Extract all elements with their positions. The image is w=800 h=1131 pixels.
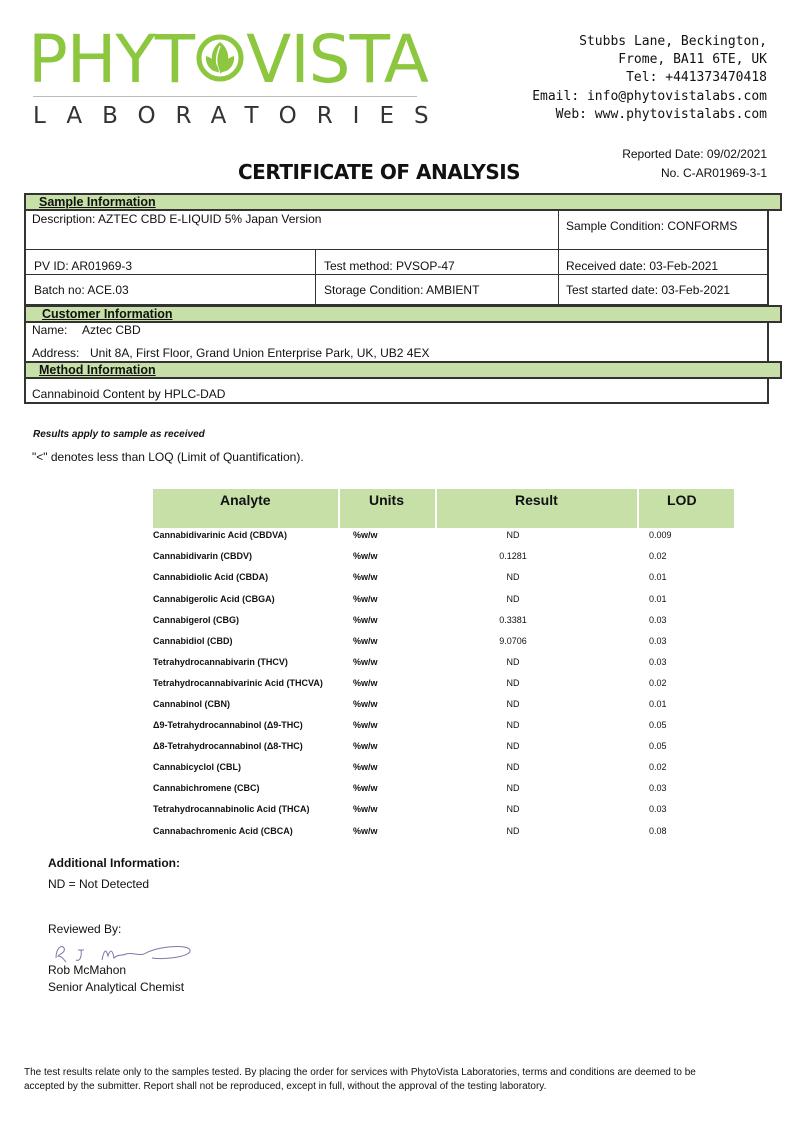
table-row bbox=[153, 762, 734, 783]
lod-cell: 0.08 bbox=[649, 826, 667, 836]
lod-cell: 0.03 bbox=[649, 615, 667, 625]
address-line-2: Frome, BA11 6TE, UK bbox=[618, 52, 767, 67]
analyte-cell: Cannabinol (CBN) bbox=[153, 699, 230, 709]
analyte-cell: Cannabidiol (CBD) bbox=[153, 636, 233, 646]
logo-text-part1: PHYT bbox=[28, 21, 195, 98]
logo-text-part2: VISTA bbox=[246, 21, 428, 98]
lod-cell: 0.03 bbox=[649, 657, 667, 667]
company-logo bbox=[28, 22, 428, 98]
lod-cell: 0.03 bbox=[649, 636, 667, 646]
analyte-cell: Cannabichromene (CBC) bbox=[153, 783, 260, 793]
lod-cell: 0.03 bbox=[649, 804, 667, 814]
customer-name: Aztec CBD bbox=[82, 323, 141, 337]
leaf-o-icon bbox=[195, 28, 245, 86]
analyte-cell: Cannabidivarin (CBDV) bbox=[153, 551, 253, 561]
reported-date: Reported Date: 09/02/2021 bbox=[622, 147, 767, 161]
table-row bbox=[153, 804, 734, 825]
table-row bbox=[153, 720, 734, 741]
lod-cell: 0.01 bbox=[649, 572, 667, 582]
result-cell: ND bbox=[506, 804, 520, 814]
lod-cell: 0.01 bbox=[649, 699, 667, 709]
footer-disclaimer: The test results relate only to the samples tested. By placing the order for services with PhytoVista Laboratories, terms and conditions are deemed to be accepted by the submitter. Report shall not be reproduced, except in full, without the approval of the testing laboratory. bbox=[24, 1067, 696, 1092]
sample-description: Description: AZTEC CBD E-LIQUID 5% Japan Version bbox=[32, 212, 322, 226]
customer-address: Unit 8A, First Floor, Grand Union Enterprise Park, UK, UB2 4EX bbox=[90, 346, 430, 360]
result-cell: 0.3381 bbox=[499, 615, 527, 625]
result-cell: ND bbox=[506, 783, 520, 793]
email-line: Email: info@phytovistalabs.com bbox=[532, 89, 767, 104]
analyte-cell: Tetrahydrocannabinolic Acid (THCA) bbox=[153, 804, 310, 814]
customer-name-label: Name: bbox=[32, 323, 68, 337]
table-row bbox=[153, 657, 734, 678]
analyte-cell: Cannabigerolic Acid (CBGA) bbox=[153, 594, 275, 604]
table-row bbox=[153, 551, 734, 572]
lod-cell: 0.05 bbox=[649, 720, 667, 730]
analyte-cell: Tetrahydrocannabivarin (THCV) bbox=[153, 657, 288, 667]
pv-id: PV ID: AR01969-3 bbox=[34, 259, 133, 273]
lod-cell: 0.01 bbox=[649, 594, 667, 604]
table-row bbox=[153, 530, 734, 551]
method-info-box bbox=[24, 377, 769, 404]
document-title: CERTIFICATE OF ANALYSIS bbox=[238, 160, 521, 184]
analyte-cell: Cannabigerol (CBG) bbox=[153, 615, 240, 625]
result-cell: ND bbox=[506, 657, 520, 667]
lod-cell: 0.03 bbox=[649, 783, 667, 793]
col-header-lod: LOD bbox=[667, 492, 697, 508]
table-row bbox=[153, 741, 734, 762]
result-cell: ND bbox=[506, 699, 520, 709]
certificate-number: No. C-AR01969-3-1 bbox=[660, 166, 767, 180]
col-header-units: Units bbox=[369, 492, 404, 508]
method-text: Cannabinoid Content by HPLC-DAD bbox=[32, 387, 226, 401]
units-cell: %w/w bbox=[353, 594, 378, 604]
units-cell: %w/w bbox=[353, 762, 378, 772]
web-line: Web: www.phytovistalabs.com bbox=[555, 107, 767, 122]
address-line-1: Stubbs Lane, Beckington, bbox=[579, 34, 767, 49]
units-cell: %w/w bbox=[353, 530, 378, 540]
sample-condition: Sample Condition: CONFORMS bbox=[566, 219, 738, 233]
sample-info-heading: Sample Information bbox=[24, 193, 782, 211]
units-cell: %w/w bbox=[353, 826, 378, 836]
result-cell: 9.0706 bbox=[499, 636, 527, 646]
units-cell: %w/w bbox=[353, 720, 378, 730]
analyte-cell: Δ9-Tetrahydrocannabinol (Δ9-THC) bbox=[153, 720, 303, 730]
table-row bbox=[153, 594, 734, 615]
table-row bbox=[153, 678, 734, 699]
result-cell: ND bbox=[506, 678, 520, 688]
units-cell: %w/w bbox=[353, 678, 378, 688]
lod-cell: 0.02 bbox=[649, 762, 667, 772]
reviewed-by-label: Reviewed By: bbox=[48, 922, 122, 936]
reviewer-name: Rob McMahon bbox=[48, 963, 127, 977]
table-row bbox=[153, 572, 734, 593]
loq-note: "<" denotes less than LOQ (Limit of Quantification). bbox=[32, 450, 304, 464]
reviewer-role: Senior Analytical Chemist bbox=[48, 980, 185, 994]
result-cell: 0.1281 bbox=[499, 551, 527, 561]
result-cell: ND bbox=[506, 720, 520, 730]
lod-cell: 0.05 bbox=[649, 741, 667, 751]
table-row bbox=[153, 699, 734, 720]
units-cell: %w/w bbox=[353, 572, 378, 582]
lod-cell: 0.02 bbox=[649, 678, 667, 688]
received-date: Received date: 03-Feb-2021 bbox=[566, 259, 719, 273]
analyte-cell: Cannabidiolic Acid (CBDA) bbox=[153, 572, 269, 582]
analyte-cell: Cannabicyclol (CBL) bbox=[153, 762, 242, 772]
result-cell: ND bbox=[506, 741, 520, 751]
units-cell: %w/w bbox=[353, 615, 378, 625]
logo-divider bbox=[33, 96, 417, 97]
units-cell: %w/w bbox=[353, 783, 378, 793]
logo-subtitle: LABORATORIES bbox=[33, 103, 449, 129]
result-cell: ND bbox=[506, 530, 520, 540]
additional-info-title: Additional Information: bbox=[48, 856, 180, 870]
lod-cell: 0.02 bbox=[649, 551, 667, 561]
result-cell: ND bbox=[506, 594, 520, 604]
result-cell: ND bbox=[506, 572, 520, 582]
customer-info-box bbox=[24, 321, 769, 363]
units-cell: %w/w bbox=[353, 699, 378, 709]
result-cell: ND bbox=[506, 826, 520, 836]
analyte-cell: Δ8-Tetrahydrocannabinol (Δ8-THC) bbox=[153, 741, 303, 751]
analyte-cell: Cannabidivarinic Acid (CBDVA) bbox=[153, 530, 288, 540]
sample-info-box bbox=[24, 209, 769, 306]
col-header-result: Result bbox=[515, 492, 558, 508]
customer-address-label: Address: bbox=[32, 346, 80, 360]
units-cell: %w/w bbox=[353, 657, 378, 667]
additional-info-text: ND = Not Detected bbox=[48, 877, 150, 891]
test-started-date: Test started date: 03-Feb-2021 bbox=[566, 283, 731, 297]
table-row bbox=[153, 783, 734, 804]
results-table-header bbox=[153, 489, 734, 528]
units-cell: %w/w bbox=[353, 804, 378, 814]
lod-cell: 0.009 bbox=[649, 530, 672, 540]
table-row bbox=[153, 615, 734, 636]
test-method: Test method: PVSOP-47 bbox=[324, 259, 455, 273]
col-header-analyte: Analyte bbox=[220, 492, 271, 508]
batch-number: Batch no: ACE.03 bbox=[34, 283, 129, 297]
units-cell: %w/w bbox=[353, 741, 378, 751]
result-cell: ND bbox=[506, 762, 520, 772]
method-info-heading: Method Information bbox=[24, 361, 782, 379]
results-note: Results apply to sample as received bbox=[33, 429, 205, 440]
storage-condition: Storage Condition: AMBIENT bbox=[324, 283, 480, 297]
phone-line: Tel: +441373470418 bbox=[626, 70, 767, 85]
table-row bbox=[153, 636, 734, 657]
analyte-cell: Cannabachromenic Acid (CBCA) bbox=[153, 826, 293, 836]
units-cell: %w/w bbox=[353, 636, 378, 646]
signature-image bbox=[48, 936, 198, 966]
customer-info-heading: Customer Information bbox=[24, 305, 782, 323]
units-cell: %w/w bbox=[353, 551, 378, 561]
table-row bbox=[153, 826, 734, 847]
analyte-cell: Tetrahydrocannabivarinic Acid (THCVA) bbox=[153, 678, 323, 688]
